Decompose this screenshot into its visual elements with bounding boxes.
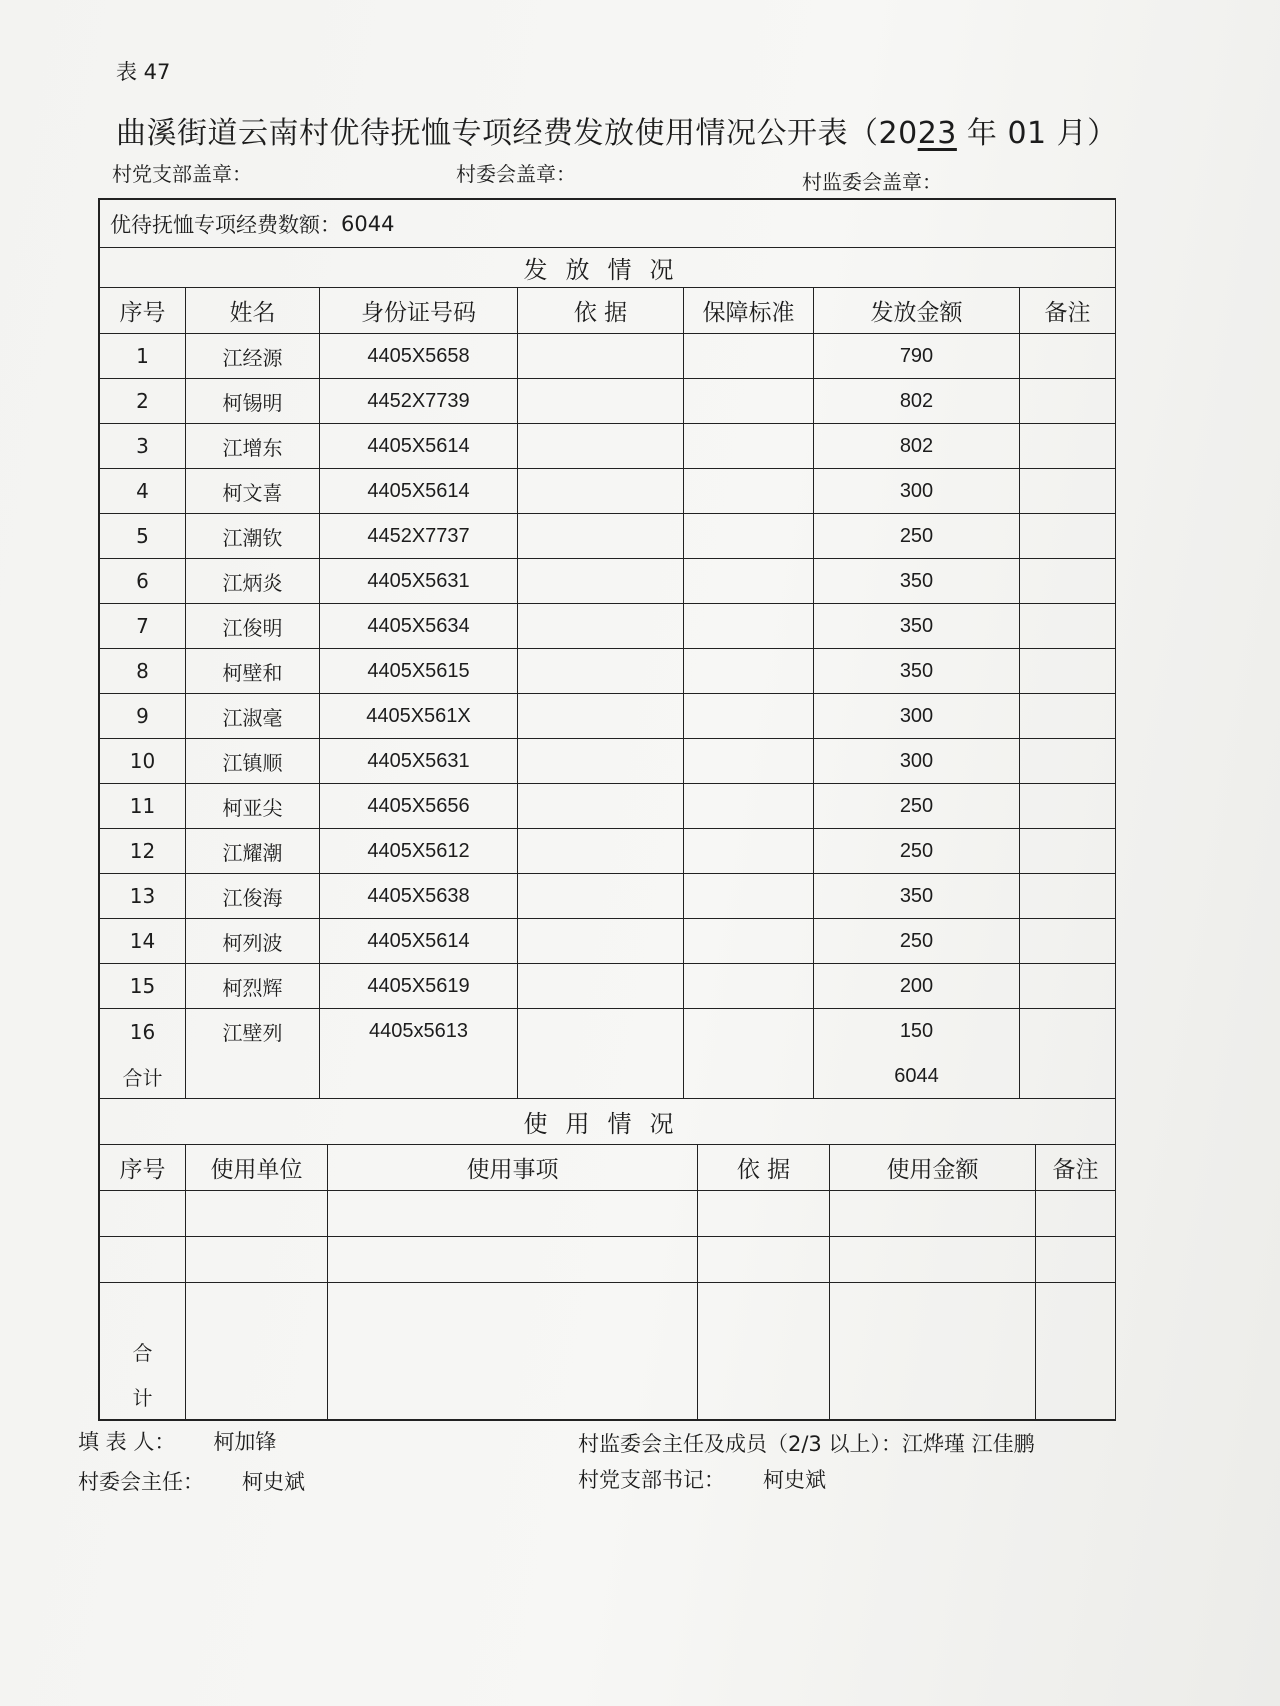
row-standard bbox=[684, 424, 814, 468]
row-id: 4405X5656 bbox=[320, 784, 518, 828]
col-header-amount: 发放金额 bbox=[814, 288, 1020, 333]
row-no: 2 bbox=[100, 379, 186, 423]
row-standard bbox=[684, 334, 814, 378]
row-no: 1 bbox=[100, 334, 186, 378]
usage-empty-cell bbox=[186, 1283, 328, 1329]
total-id-cell bbox=[320, 1054, 518, 1098]
page-title: 曲溪街道云南村优待抚恤专项经费发放使用情况公开表（2023 年 01 月） bbox=[116, 116, 1118, 151]
row-remark bbox=[1020, 874, 1116, 918]
director-label: 村委会主任： bbox=[78, 1470, 204, 1494]
row-id: 4405X5638 bbox=[320, 874, 518, 918]
col-header-standard: 保障标准 bbox=[684, 288, 814, 333]
row-no: 7 bbox=[100, 604, 186, 648]
usage-total-cell bbox=[1036, 1329, 1116, 1419]
filler-label: 填 表 人： bbox=[78, 1430, 176, 1454]
supervision-line bbox=[578, 1428, 1035, 1458]
row-basis bbox=[518, 874, 684, 918]
usage-empty-cell bbox=[186, 1237, 328, 1282]
usage-rows bbox=[100, 1191, 1116, 1329]
row-amount: 350 bbox=[814, 559, 1020, 603]
distribution-rows bbox=[100, 334, 1116, 1054]
row-id: 4452X7739 bbox=[320, 379, 518, 423]
usage-empty-cell bbox=[100, 1283, 186, 1329]
row-remark bbox=[1020, 694, 1116, 738]
usage-section-row bbox=[100, 1099, 1116, 1145]
table-row bbox=[100, 694, 1116, 739]
table-row bbox=[100, 649, 1116, 694]
row-no: 3 bbox=[100, 424, 186, 468]
row-basis bbox=[518, 514, 684, 558]
usage-total-label-2: 计 bbox=[132, 1386, 153, 1410]
row-no: 4 bbox=[100, 469, 186, 513]
usage-total-cell bbox=[698, 1329, 830, 1419]
summary-row bbox=[100, 200, 1116, 248]
row-id: 4405X5615 bbox=[320, 649, 518, 693]
table-row bbox=[100, 829, 1116, 874]
row-no: 6 bbox=[100, 559, 186, 603]
row-standard bbox=[684, 694, 814, 738]
usage-empty-cell bbox=[698, 1283, 830, 1329]
row-no: 15 bbox=[100, 964, 186, 1008]
row-remark bbox=[1020, 829, 1116, 873]
usage-col-header-basis: 依 据 bbox=[698, 1145, 830, 1190]
row-id: 4405X5658 bbox=[320, 334, 518, 378]
supervision-seal-label: 村监委会盖章： bbox=[802, 170, 942, 194]
row-name: 江经源 bbox=[186, 334, 320, 378]
row-standard bbox=[684, 514, 814, 558]
distribution-section-title: 发放情况 bbox=[100, 248, 1116, 287]
row-amount: 250 bbox=[814, 829, 1020, 873]
row-remark bbox=[1020, 1009, 1116, 1054]
usage-empty-cell bbox=[100, 1237, 186, 1282]
usage-col-header-no: 序号 bbox=[100, 1145, 186, 1190]
row-id: 4405X5631 bbox=[320, 559, 518, 603]
row-standard bbox=[684, 784, 814, 828]
row-name: 江淑毫 bbox=[186, 694, 320, 738]
row-amount: 300 bbox=[814, 694, 1020, 738]
row-name: 柯文喜 bbox=[186, 469, 320, 513]
usage-empty-cell bbox=[328, 1283, 698, 1329]
row-amount: 350 bbox=[814, 604, 1020, 648]
table-row bbox=[100, 1009, 1116, 1054]
row-name: 柯亚尖 bbox=[186, 784, 320, 828]
row-no: 12 bbox=[100, 829, 186, 873]
row-basis bbox=[518, 964, 684, 1008]
supervision-label: 村监委会主任及成员（2/3 以上）： bbox=[578, 1432, 902, 1456]
usage-col-header-unit: 使用单位 bbox=[186, 1145, 328, 1190]
usage-section-title: 使用情况 bbox=[100, 1099, 1116, 1144]
filler-line bbox=[78, 1426, 276, 1456]
row-amount: 790 bbox=[814, 334, 1020, 378]
table-row bbox=[100, 334, 1116, 379]
row-id: 4405X5614 bbox=[320, 919, 518, 963]
table-row bbox=[100, 424, 1116, 469]
row-basis bbox=[518, 469, 684, 513]
row-basis bbox=[518, 559, 684, 603]
row-name: 江潮钦 bbox=[186, 514, 320, 558]
row-basis bbox=[518, 1009, 684, 1054]
table-row bbox=[100, 964, 1116, 1009]
row-name: 江俊明 bbox=[186, 604, 320, 648]
usage-total-cell bbox=[830, 1329, 1036, 1419]
filler-name: 柯加锋 bbox=[213, 1430, 277, 1454]
usage-empty-cell bbox=[100, 1191, 186, 1236]
table-row bbox=[100, 604, 1116, 649]
col-header-name: 姓名 bbox=[186, 288, 320, 333]
row-id: 4405X5631 bbox=[320, 739, 518, 783]
row-standard bbox=[684, 829, 814, 873]
usage-total-label bbox=[100, 1329, 186, 1419]
form-number: 表 47 bbox=[116, 60, 171, 84]
row-remark bbox=[1020, 469, 1116, 513]
row-id: 4452X7737 bbox=[320, 514, 518, 558]
total-label: 合计 bbox=[100, 1054, 186, 1098]
usage-col-header-remark: 备注 bbox=[1036, 1145, 1116, 1190]
row-amount: 350 bbox=[814, 874, 1020, 918]
row-no: 16 bbox=[100, 1009, 186, 1054]
row-remark bbox=[1020, 334, 1116, 378]
col-header-basis: 依 据 bbox=[518, 288, 684, 333]
director-line bbox=[78, 1466, 305, 1496]
row-standard bbox=[684, 1009, 814, 1054]
row-basis bbox=[518, 334, 684, 378]
total-amount: 6044 bbox=[814, 1054, 1020, 1098]
summary-cell: 优待抚恤专项经费数额： 6044 bbox=[100, 200, 1116, 247]
row-standard bbox=[684, 559, 814, 603]
table-row bbox=[100, 784, 1116, 829]
usage-empty-cell bbox=[328, 1237, 698, 1282]
row-name: 柯壁和 bbox=[186, 649, 320, 693]
row-remark bbox=[1020, 739, 1116, 783]
row-no: 14 bbox=[100, 919, 186, 963]
row-basis bbox=[518, 604, 684, 648]
row-name: 柯烈辉 bbox=[186, 964, 320, 1008]
row-standard bbox=[684, 919, 814, 963]
row-amount: 802 bbox=[814, 424, 1020, 468]
row-amount: 350 bbox=[814, 649, 1020, 693]
row-amount: 300 bbox=[814, 739, 1020, 783]
party-seal-label: 村党支部盖章： bbox=[112, 162, 252, 186]
usage-total-label-1: 合 bbox=[132, 1341, 153, 1365]
row-name: 江增东 bbox=[186, 424, 320, 468]
row-name: 江耀潮 bbox=[186, 829, 320, 873]
table-row bbox=[100, 874, 1116, 919]
row-amount: 250 bbox=[814, 919, 1020, 963]
table-row bbox=[100, 469, 1116, 514]
row-name: 江壁列 bbox=[186, 1009, 320, 1054]
row-id: 4405X5614 bbox=[320, 469, 518, 513]
secretary-label: 村党支部书记： bbox=[578, 1468, 725, 1492]
row-basis bbox=[518, 919, 684, 963]
row-basis bbox=[518, 379, 684, 423]
usage-empty-cell bbox=[1036, 1237, 1116, 1282]
row-remark bbox=[1020, 604, 1116, 648]
row-remark bbox=[1020, 784, 1116, 828]
usage-empty-row bbox=[100, 1283, 1116, 1329]
row-basis bbox=[518, 649, 684, 693]
row-id: 4405X5612 bbox=[320, 829, 518, 873]
row-remark bbox=[1020, 559, 1116, 603]
row-name: 江炳炎 bbox=[186, 559, 320, 603]
row-amount: 802 bbox=[814, 379, 1020, 423]
row-remark bbox=[1020, 964, 1116, 1008]
usage-total-row bbox=[100, 1329, 1116, 1419]
row-name: 柯锡明 bbox=[186, 379, 320, 423]
row-remark bbox=[1020, 919, 1116, 963]
row-name: 江俊海 bbox=[186, 874, 320, 918]
usage-empty-row bbox=[100, 1237, 1116, 1283]
usage-header-row bbox=[100, 1145, 1116, 1191]
usage-empty-cell bbox=[1036, 1191, 1116, 1236]
row-amount: 200 bbox=[814, 964, 1020, 1008]
usage-empty-cell bbox=[830, 1237, 1036, 1282]
usage-total-cell bbox=[186, 1329, 328, 1419]
table-row bbox=[100, 514, 1116, 559]
row-no: 13 bbox=[100, 874, 186, 918]
usage-col-header-item: 使用事项 bbox=[328, 1145, 698, 1190]
row-no: 9 bbox=[100, 694, 186, 738]
row-amount: 250 bbox=[814, 514, 1020, 558]
row-no: 11 bbox=[100, 784, 186, 828]
supervision-names: 江烨瑾 江佳鹏 bbox=[901, 1432, 1035, 1456]
row-standard bbox=[684, 739, 814, 783]
row-standard bbox=[684, 964, 814, 1008]
total-name-cell bbox=[186, 1054, 320, 1098]
usage-empty-cell bbox=[1036, 1283, 1116, 1329]
row-amount: 250 bbox=[814, 784, 1020, 828]
col-header-no: 序号 bbox=[100, 288, 186, 333]
table-row bbox=[100, 919, 1116, 964]
row-basis bbox=[518, 739, 684, 783]
usage-empty-cell bbox=[830, 1283, 1036, 1329]
row-id: 4405x5613 bbox=[320, 1009, 518, 1054]
usage-empty-cell bbox=[698, 1237, 830, 1282]
row-remark bbox=[1020, 514, 1116, 558]
row-standard bbox=[684, 649, 814, 693]
usage-empty-cell bbox=[328, 1191, 698, 1236]
usage-empty-cell bbox=[830, 1191, 1036, 1236]
usage-total-cell bbox=[328, 1329, 698, 1419]
row-id: 4405X5619 bbox=[320, 964, 518, 1008]
row-amount: 300 bbox=[814, 469, 1020, 513]
row-remark bbox=[1020, 649, 1116, 693]
row-id: 4405X5634 bbox=[320, 604, 518, 648]
total-standard-cell bbox=[684, 1054, 814, 1098]
distribution-section-row bbox=[100, 248, 1116, 288]
row-no: 10 bbox=[100, 739, 186, 783]
row-id: 4405X5614 bbox=[320, 424, 518, 468]
row-remark bbox=[1020, 424, 1116, 468]
row-name: 柯列波 bbox=[186, 919, 320, 963]
director-name: 柯史斌 bbox=[242, 1470, 305, 1494]
row-standard bbox=[684, 874, 814, 918]
col-header-id: 身份证号码 bbox=[320, 288, 518, 333]
table-row bbox=[100, 739, 1116, 784]
col-header-remark: 备注 bbox=[1020, 288, 1116, 333]
committee-seal-label: 村委会盖章： bbox=[456, 162, 576, 186]
usage-empty-cell bbox=[698, 1191, 830, 1236]
row-basis bbox=[518, 694, 684, 738]
total-remark-cell bbox=[1020, 1054, 1116, 1098]
usage-col-header-amount: 使用金额 bbox=[830, 1145, 1036, 1190]
row-remark bbox=[1020, 379, 1116, 423]
row-basis bbox=[518, 424, 684, 468]
row-basis bbox=[518, 784, 684, 828]
secretary-line bbox=[578, 1464, 826, 1494]
row-no: 5 bbox=[100, 514, 186, 558]
usage-empty-row bbox=[100, 1191, 1116, 1237]
row-standard bbox=[684, 379, 814, 423]
row-standard bbox=[684, 469, 814, 513]
row-basis bbox=[518, 829, 684, 873]
table-row bbox=[100, 559, 1116, 604]
row-amount: 150 bbox=[814, 1009, 1020, 1054]
row-standard bbox=[684, 604, 814, 648]
row-no: 8 bbox=[100, 649, 186, 693]
row-name: 江镇顺 bbox=[186, 739, 320, 783]
total-basis-cell bbox=[518, 1054, 684, 1098]
table-row bbox=[100, 379, 1116, 424]
row-id: 4405X561X bbox=[320, 694, 518, 738]
usage-empty-cell bbox=[186, 1191, 328, 1236]
distribution-total-row bbox=[100, 1054, 1116, 1099]
secretary-name: 柯史斌 bbox=[763, 1468, 826, 1492]
form-table bbox=[98, 198, 1116, 1421]
distribution-header-row bbox=[100, 288, 1116, 334]
